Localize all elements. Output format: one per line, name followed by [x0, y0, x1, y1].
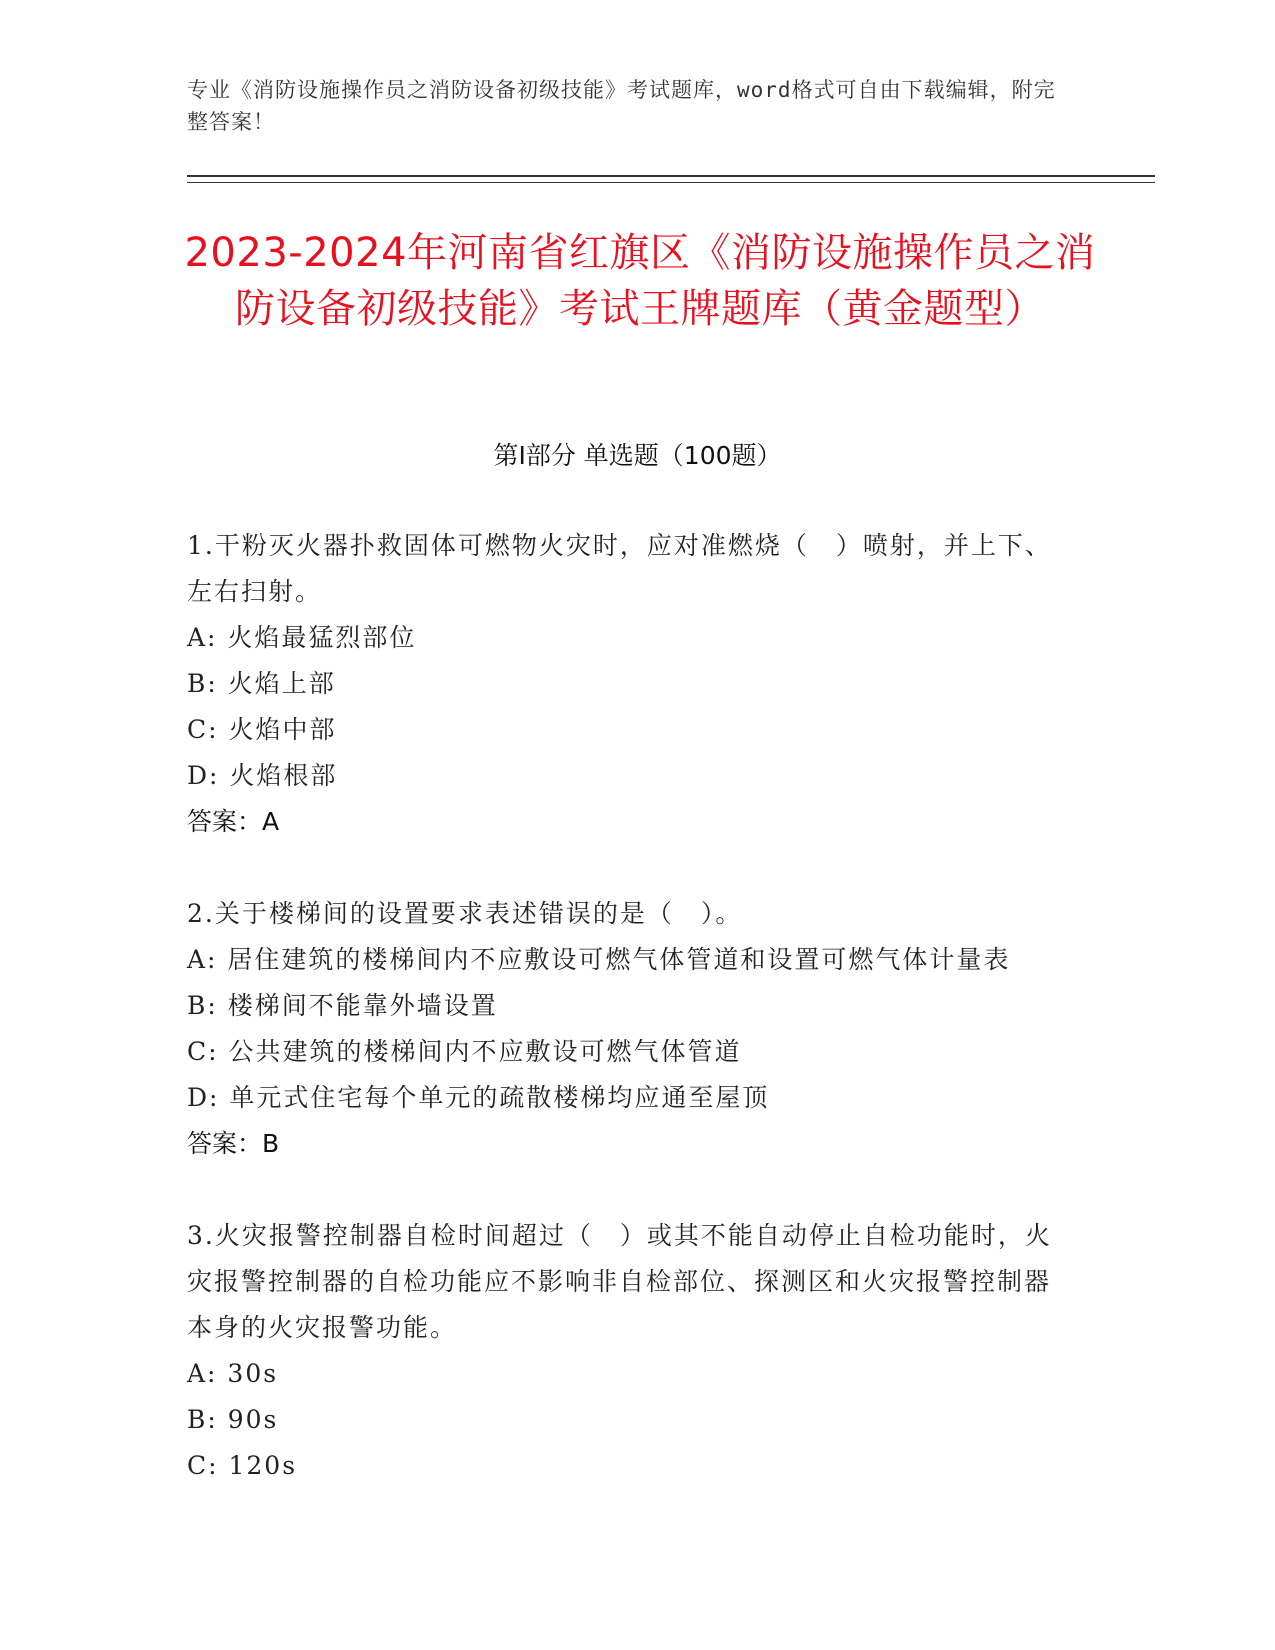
option-b: B: 90s [187, 1405, 279, 1434]
option-c: C: 公共建筑的楼梯间内不应敷设可燃气体管道 [187, 1037, 742, 1066]
question-stem: 2.关于楼梯间的设置要求表述错误的是（ ）。 [187, 899, 743, 928]
question-3 [187, 1213, 1067, 1489]
header-divider-thick [187, 175, 1155, 177]
header-divider-thin [187, 182, 1155, 183]
question-stem: 3.火灾报警控制器自检时间超过（ ）或其不能自动停止自检功能时，火灾报警控制器的自检功能应不影响非自检部位、探测区和火灾报警控制器本身的火灾报警功能。 [187, 1221, 1052, 1342]
option-a: A: 30s [187, 1359, 279, 1388]
answer-text: 答案：B [187, 1129, 280, 1158]
option-b: B: 楼梯间不能靠外墙设置 [187, 991, 498, 1020]
header-note: 专业《消防设施操作员之消防设备初级技能》考试题库，word格式可自由下载编辑，附完整答案！ [187, 78, 1056, 134]
option-a: A: 火焰最猛烈部位 [187, 623, 417, 652]
option-d: D: 火焰根部 [187, 761, 338, 790]
question-list [187, 523, 1067, 1535]
option-d: D: 单元式住宅每个单元的疏散楼梯均应通至屋顶 [187, 1083, 770, 1112]
document-title: 2023-2024年河南省红旗区《消防设施操作员之消防设备初级技能》考试王牌题库（黄金题型） [184, 230, 1096, 332]
option-b: B: 火焰上部 [187, 669, 336, 698]
option-c: C: 120s [187, 1451, 298, 1480]
option-a: A: 居住建筑的楼梯间内不应敷设可燃气体管道和设置可燃气体计量表 [187, 945, 1011, 974]
answer-text: 答案：A [187, 807, 280, 836]
question-1 [187, 523, 1067, 845]
section-heading: 第I部分 单选题（100题） [493, 441, 782, 470]
question-2 [187, 891, 1067, 1167]
question-stem: 1.干粉灭火器扑救固体可燃物火灾时，应对准燃烧（ ）喷射，并上下、左右扫射。 [187, 531, 1052, 606]
option-c: C: 火焰中部 [187, 715, 337, 744]
